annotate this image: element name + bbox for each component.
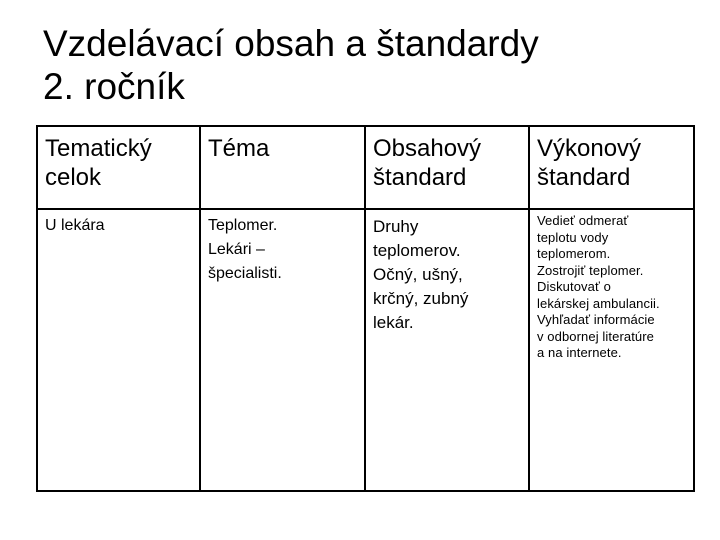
cell-text: krčný, zubný [373,289,469,308]
cell-text: teplomerom. [537,246,611,261]
header-cell-vykonovy-standard [529,126,694,209]
cell-text: Druhy [373,217,419,236]
header-cell-tema [200,126,365,209]
cell-text: Teplomer. [208,217,278,234]
header-label: Tematický [45,135,152,162]
cell-vykonovy-standard [529,209,694,491]
cell-text: a na internete. [537,345,622,360]
header-label: celok [45,164,102,191]
cell-text: lekár. [373,313,414,332]
cell-text: Vyhľadať informácie [537,312,655,327]
header-label: štandard [537,164,631,191]
header-cell-obsahovy-standard [365,126,529,209]
cell-text: v odbornej literatúre [537,328,654,344]
slide-title [43,22,539,108]
cell-text: Vedieť odmerať [537,213,629,228]
table-header-row [37,126,694,209]
header-label: štandard [373,164,467,191]
header-label: Téma [208,135,270,162]
cell-text: Očný, ušný, [373,265,463,284]
slide-title-line-2: 2. ročník [43,66,185,107]
cell-text: U lekára [45,217,105,234]
cell-tema [200,209,365,491]
cell-text: teplomerov. [373,241,461,260]
cell-text: teplotu vody [537,229,609,245]
header-cell-tematicky-celok [37,126,200,209]
standards-table [36,125,695,492]
cell-obsahovy-standard [365,209,529,491]
cell-text: lekárskej ambulancii. [537,295,660,311]
table-row [37,209,694,491]
cell-text: Zostrojiť teplomer. [537,262,644,278]
cell-text: Diskutovať o [537,279,611,294]
header-label: Výkonový [537,135,642,162]
slide-title-line-1: Vzdelávací obsah a štandardy [43,23,539,64]
cell-tematicky-celok [37,209,200,491]
header-label: Obsahový [373,135,482,162]
cell-text: špecialisti. [208,265,282,282]
cell-text: Lekári – [208,241,265,258]
